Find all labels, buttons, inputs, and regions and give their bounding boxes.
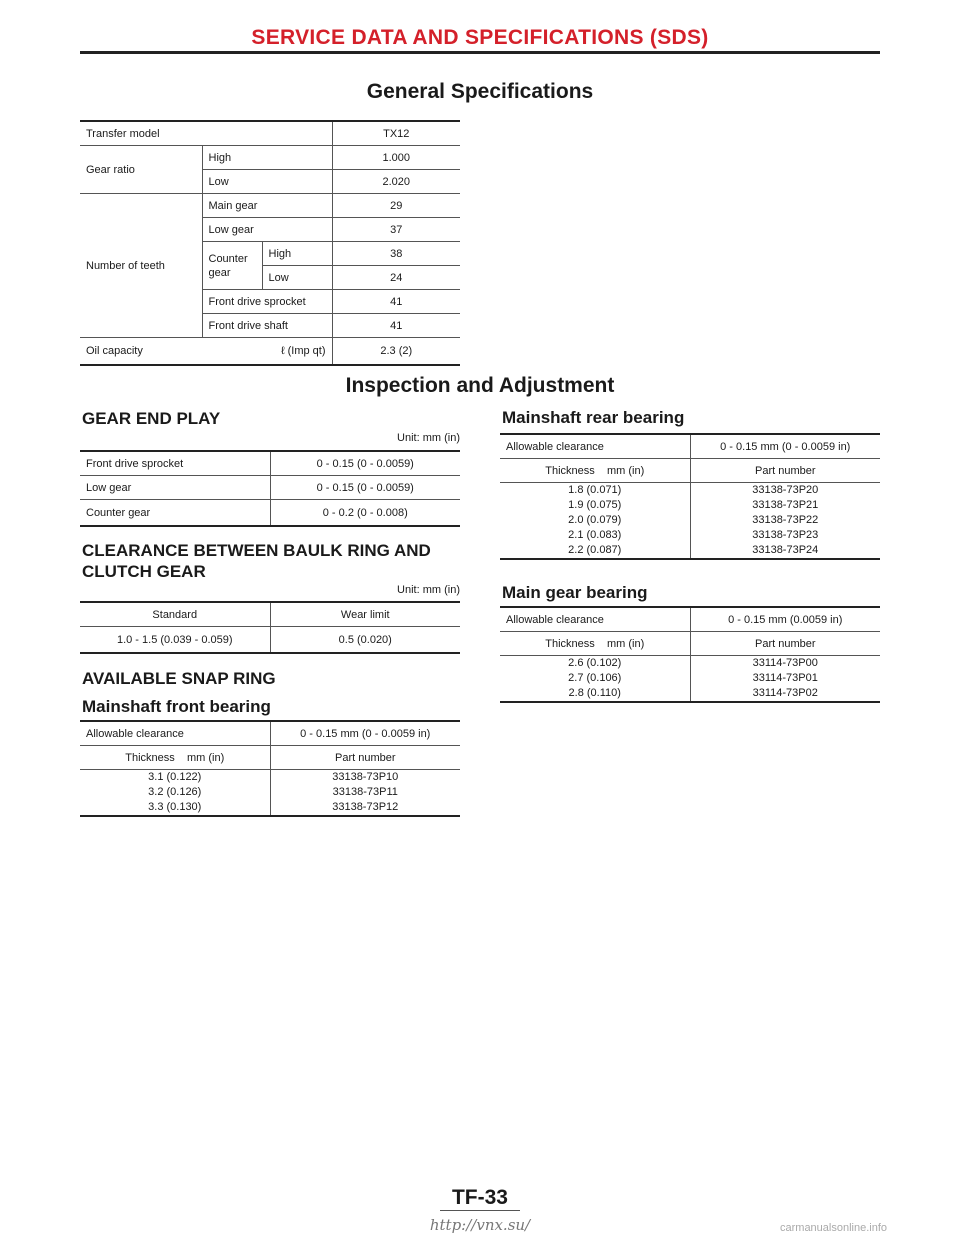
table-row [500,434,880,459]
standard-value: 1.0 - 1.5 (0.039 - 0.059) [80,627,270,654]
page-number: TF-33 [451,1186,508,1209]
header-rule [80,51,880,54]
part-number: 33138-73P10 [332,771,399,783]
main-gear-value: 29 [390,199,403,212]
front-sprocket-label: Front drive sprocket [202,290,332,314]
clearance-value: 0 - 0.15 mm (0 - 0.0059 in) [720,440,851,453]
col-part-number: Part number [754,464,816,477]
part-number: 33138-73P11 [332,786,398,798]
part-number-list [270,770,460,817]
oil-capacity-label: Oil capacity [86,345,143,357]
col-thickness: Thickness mm (in) [500,632,690,656]
counter-high-value: 38 [390,247,403,260]
front-shaft-value: 41 [390,319,403,332]
header-title: SERVICE DATA AND SPECIFICATIONS (SDS) [251,26,709,49]
oil-capacity-unit: ℓ (Imp qt) [280,345,326,357]
thickness-list [80,770,270,817]
thickness-value: 3.3 (0.130) [148,801,202,813]
thickness-value: 2.1 (0.083) [568,529,622,541]
part-number-list [690,656,880,703]
gear-ratio-label: Gear ratio [80,146,202,194]
thickness-value: 3.1 (0.122) [148,771,202,783]
teeth-label: Number of teeth [80,194,202,338]
counter-low-label: Low [262,266,332,290]
end-play-label: Low gear [80,476,270,500]
col-thickness: Thickness mm (in) [80,746,270,770]
clearance-label: Allowable clearance [80,721,270,746]
low-label: Low [202,170,332,194]
table-row [80,602,460,627]
snap-ring-title: AVAILABLE SNAP RING [82,669,276,688]
baulk-unit: Unit: mm (in) [397,584,460,596]
table-row [80,194,460,218]
clearance-label: Allowable clearance [500,434,690,459]
thickness-value: 2.2 (0.087) [568,544,622,556]
gear-end-play-unit: Unit: mm (in) [397,432,460,444]
thickness-value: 2.0 (0.079) [568,514,622,526]
part-number: 33114-73P01 [752,672,818,684]
end-play-label: Front drive sprocket [80,451,270,476]
end-play-value: 0 - 0.15 (0 - 0.0059) [316,457,414,470]
front-bearing-title: Mainshaft front bearing [82,697,271,716]
part-number: 33138-73P20 [752,484,819,496]
counter-gear-label: Counter gear [202,242,262,290]
gear-end-play-title: GEAR END PLAY [82,409,221,428]
baulk-table [80,601,460,654]
table-row [500,656,880,703]
thickness-value: 2.7 (0.106) [568,672,622,684]
oil-capacity-cell [80,338,332,366]
clearance-label: Allowable clearance [500,607,690,632]
baulk-title-line1: CLEARANCE BETWEEN BAULK RING AND [82,541,431,560]
thickness-value: 1.8 (0.071) [568,484,622,496]
table-row [80,338,460,366]
watermark: carmanualsonline.info [780,1222,888,1234]
part-number-list [690,483,880,560]
table-row [80,721,460,746]
wear-limit-value: 0.5 (0.020) [338,633,392,646]
oil-capacity-value: 2.3 (2) [380,345,413,357]
rear-bearing-table [500,433,880,560]
part-number: 33114-73P02 [752,687,818,699]
low-gear-label: Low gear [202,218,332,242]
rear-bearing-title: Mainshaft rear bearing [502,408,685,427]
thickness-value: 3.2 (0.126) [148,786,202,798]
thickness-list [500,483,690,560]
part-number: 33138-73P23 [752,529,819,541]
table-row [80,476,460,500]
thickness-list [500,656,690,703]
footer-link[interactable]: http://vnx.su/ [429,1216,531,1234]
end-play-value: 0 - 0.15 (0 - 0.0059) [316,481,414,494]
inspection-title: Inspection and Adjustment [345,374,615,397]
main-gear-bearing-table [500,606,880,703]
clearance-value: 0 - 0.15 mm (0 - 0.0059 in) [300,727,431,740]
high-value: 1.000 [382,151,411,164]
gear-end-play-table [80,450,460,527]
thickness-value: 2.6 (0.102) [568,657,622,669]
low-gear-value: 37 [390,223,403,236]
end-play-value: 0 - 0.2 (0 - 0.008) [322,506,408,519]
col-part-number: Part number [754,637,816,650]
rear-bearing-table-wrap [500,433,880,560]
general-specs-table [80,120,460,366]
low-value: 2.020 [382,175,411,188]
table-row [80,146,460,170]
table-row [500,483,880,560]
thickness-value: 2.8 (0.110) [568,687,621,699]
col-part-number: Part number [334,751,396,764]
table-row [500,632,880,656]
general-specs-title: General Specifications [366,80,594,103]
front-shaft-label: Front drive shaft [202,314,332,338]
part-number: 33114-73P00 [752,657,818,669]
baulk-title [82,540,431,582]
table-row [80,121,460,146]
main-gear-label: Main gear [202,194,332,218]
counter-high-label: High [262,242,332,266]
clearance-value: 0 - 0.15 mm (0.0059 in) [728,613,843,626]
front-sprocket-value: 41 [390,295,403,308]
part-number: 33138-73P24 [752,544,819,556]
end-play-label: Counter gear [80,500,270,527]
front-bearing-table [80,720,460,817]
table-row [80,627,460,654]
col-standard: Standard [80,602,270,627]
transfer-model-value: TX12 [383,127,410,140]
table-row [80,746,460,770]
main-gear-bearing-title: Main gear bearing [502,583,648,602]
part-number: 33138-73P21 [752,499,819,511]
high-label: High [202,146,332,170]
table-row [80,500,460,527]
thickness-value: 1.9 (0.075) [568,499,622,511]
baulk-title-line2: CLUTCH GEAR [82,562,206,581]
counter-low-value: 24 [390,271,403,284]
table-row [80,770,460,817]
col-thickness: Thickness mm (in) [500,459,690,483]
table-row [80,451,460,476]
col-wear-limit: Wear limit [340,608,390,621]
transfer-model-label: Transfer model [80,121,332,146]
footer-rule [440,1210,520,1211]
part-number: 33138-73P12 [332,801,399,813]
part-number: 33138-73P22 [752,514,819,526]
table-row [500,607,880,632]
table-row [500,459,880,483]
